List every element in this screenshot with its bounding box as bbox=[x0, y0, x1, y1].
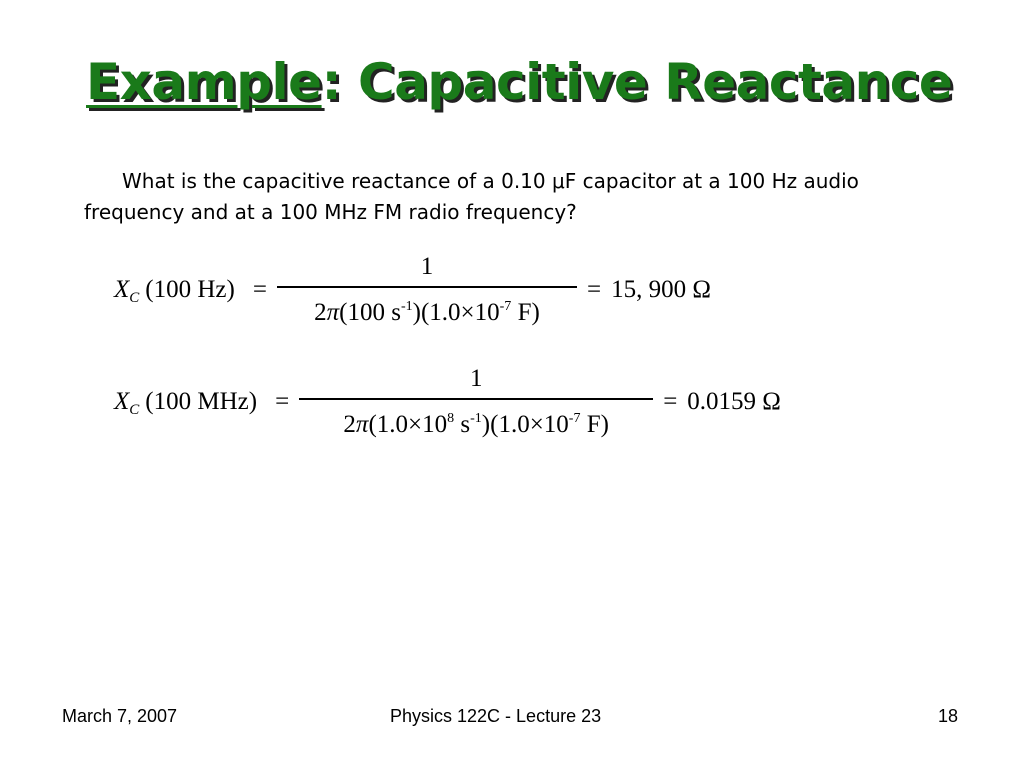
eq1-argument: (100 Hz) bbox=[145, 276, 235, 303]
slide-title-example: Example bbox=[86, 53, 322, 111]
eq1-fraction bbox=[277, 252, 577, 328]
slide-title-topic: : Capacitive Reactance bbox=[321, 53, 953, 111]
footer-page-number: 18 bbox=[938, 706, 959, 726]
eq2-fraction bbox=[299, 364, 653, 440]
question-text-block bbox=[84, 166, 964, 228]
eq1-symbol: X bbox=[114, 276, 130, 303]
question-text: What is the capacitive reactance of a 0.10 μF capacitor at a 100 Hz audio frequency and at a 100 MHz FM radio frequency? bbox=[84, 169, 859, 224]
slide-title bbox=[86, 52, 966, 124]
eq1-equals: = bbox=[252, 276, 267, 303]
footer-date: March 7, 2007 bbox=[62, 706, 178, 726]
footer-course: Physics 122C - Lecture 23 bbox=[390, 706, 602, 726]
eq2-equals: = bbox=[275, 388, 290, 415]
equation-100-mhz bbox=[114, 362, 781, 442]
eq1-equals-result: = bbox=[586, 276, 602, 303]
eq1-numerator: 1 bbox=[420, 253, 434, 281]
eq2-equals-result: = bbox=[663, 388, 678, 415]
eq2-denominator: $2\pi(1.0\times 10^8$ $s^{-1})(1.0\times 10^{-7}$ F) bbox=[343, 410, 609, 438]
eq2-argument: (100 MHz) bbox=[145, 388, 258, 415]
eq2-numerator: 1 bbox=[469, 365, 483, 393]
equation-100-hz bbox=[114, 250, 711, 330]
eq2-result: 0.0159 Ω bbox=[687, 388, 781, 415]
eq1-denominator: 2π(100 $s^{-1})(1.0\times 10^{-7}$ F) bbox=[314, 298, 540, 326]
eq2-symbol: X bbox=[114, 388, 130, 415]
eq2-subscript: C bbox=[129, 401, 140, 418]
eq1-subscript: C bbox=[129, 289, 140, 306]
eq1-result: 15, 900 Ω bbox=[611, 276, 711, 303]
